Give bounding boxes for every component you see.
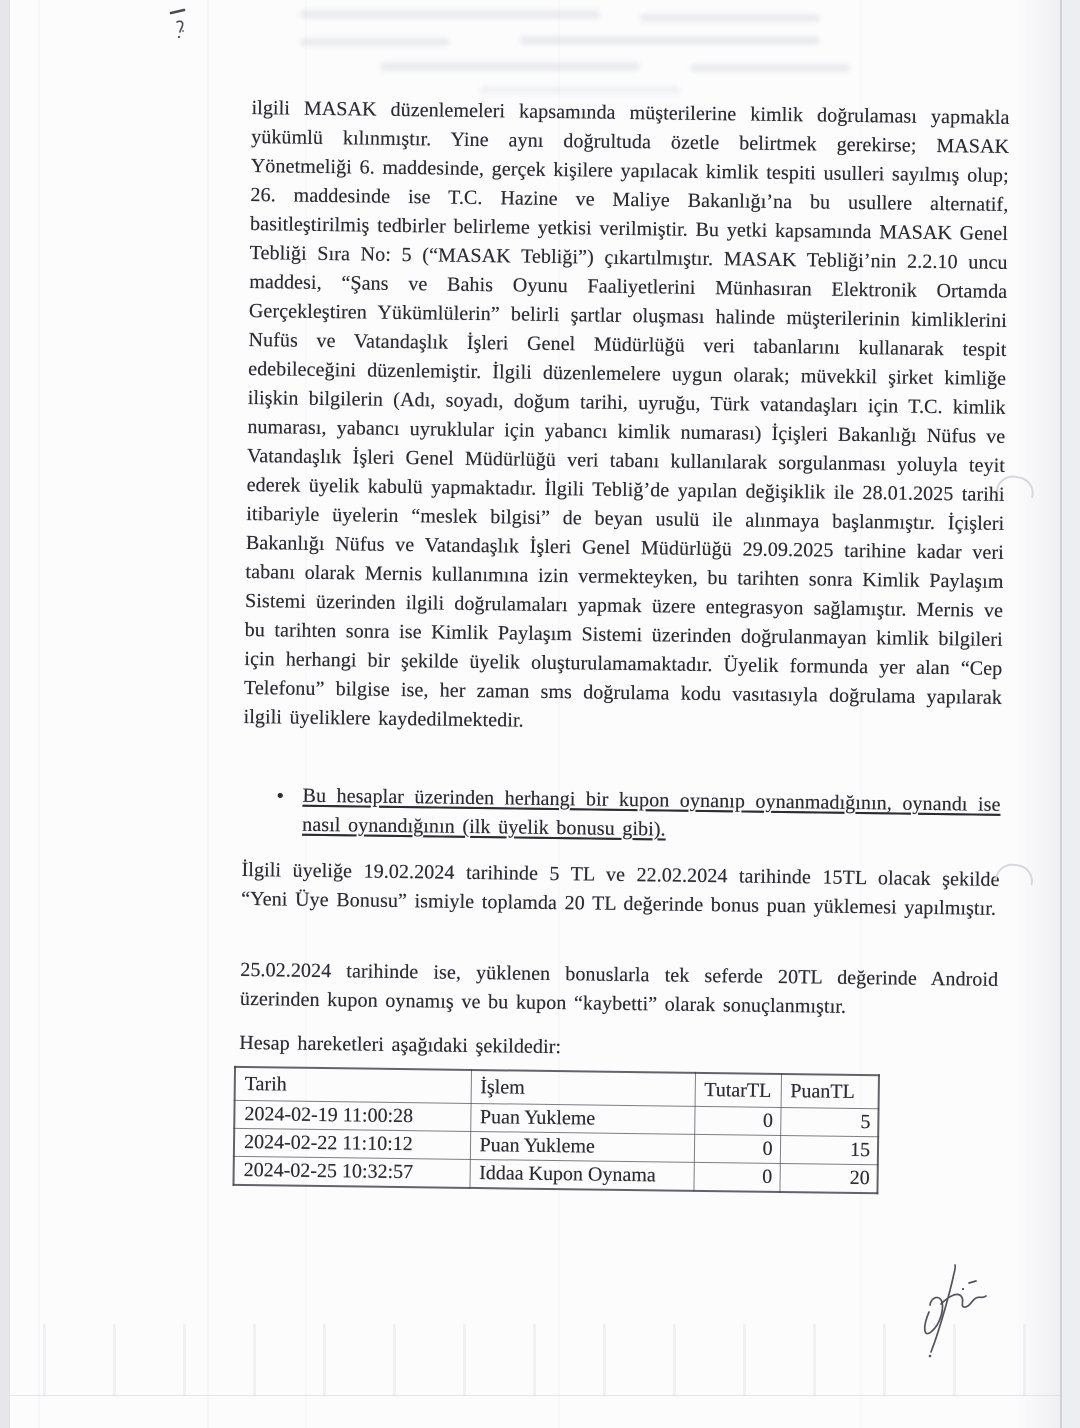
bullet-item-kupon [302,782,1001,849]
bullet-list [302,782,1001,849]
table-intro-line: Hesap hareketleri aşağıdaki şekildedir: [239,1031,562,1059]
paragraph-bonus-loading: İlgili üyeliğe 19.02.2024 tarihinde 5 TL ve 22.02.2024 tarihinde 15TL olacak şekilde “Yeni Üye Bonusu” ismiyle toplamda 20 TL değerinde bonus puan yüklemesi yapılmıştır. [241,858,1000,920]
scan-left-edge [0,0,9,1428]
document-body [237,0,1011,1270]
bullet-item-text: Bu hesaplar üzerinden herhangi bir kupon oynanıp oynanmadığının, oynandı ise nasıl oynandığının (ilk üyelik bonusu gibi). [302,784,1001,841]
handwritten-mark [165,6,195,46]
cell-puan: 15 [780,1135,878,1164]
transactions-table-wrap [232,1066,880,1194]
cell-islem: Iddaa Kupon Oynama [469,1159,693,1190]
cell-puan: 20 [779,1163,877,1193]
col-header-tarih: Tarih [235,1067,471,1104]
scan-fold-line [38,0,40,1428]
cell-tarih: 2024-02-22 11:10:12 [234,1128,470,1159]
scan-right-edge [1062,0,1080,1428]
cell-islem: Puan Yukleme [470,1103,694,1134]
scan-streaks-artifact [10,1324,1060,1396]
cell-islem: Puan Yukleme [470,1131,694,1162]
cell-tarih: 2024-02-19 11:00:28 [234,1100,470,1131]
col-header-puan: PuanTL [781,1074,879,1109]
col-header-islem: İşlem [471,1070,695,1106]
scan-fold-line [207,0,209,1428]
cell-tutar: 0 [693,1162,779,1192]
cell-tarih: 2024-02-25 10:32:57 [233,1156,469,1188]
paragraph-coupon-play: 25.02.2024 tarihinde ise, yüklenen bonuslarla tek seferde 20TL değerinde Android üzerinden kupon oynamış ve bu kupon “kaybetti” olarak sonuçlanmıştır. [239,958,999,1018]
cell-tutar: 0 [694,1106,780,1135]
cell-tutar: 0 [694,1134,780,1163]
cell-puan: 5 [780,1108,878,1137]
transactions-table [232,1066,880,1194]
scan-right-shade [1014,0,1060,1428]
scan-left-edge-line [9,0,10,1428]
paragraph-masak-regulations: ilgili MASAK düzenlemeleri kapsamında müşterilerine kimlik doğrulaması yapmakla yükümlü kılınmıştır. Yine aynı doğrultuda özetle belirtmek gerekirse; MASAK Yönetmeliği 6. maddesinde, gerçek kişilere yapılacak kimlik tespiti usulleri sayılmış olup; 26. maddesinde ise T.C. Hazine ve Maliye Bakanlığı’na bu usullere alternatif, basitleştirilmiş tedbirler belirleme yetkisi verilmiştir. Bu yetki kapsamında MASAK Genel Tebliği Sıra No: 5 (“MASAK Tebliği”) çıkartılmıştır. MASAK Tebliği’nin 2.2.10 uncu maddesi, “Şans ve Bahis Oyunu Faaliyetlerini Münhasıran Elektronik Ortamda Gerçekleştiren Yükümlülerin” belirli şartlar oluşması halinde müşterilerinin kimliklerini Nufüs ve Vatandaşlık İşleri Genel Müdürlüğü veri tabanlarını kullanarak tespit edebileceğini düzenlemiştir. İlgili düzenlemelere uygun olarak; müvekkil şirket kimliğe ilişkin bilgilerin (Adı, soyadı, doğum tarihi, uyruğu, Türk vatandaşları için T.C. kimlik numarası, yabancı uyruklular için yabancı kimlik numarası) İçişleri Bakanlığı Nüfus ve Vatandaşlık İşleri Genel Müdürlüğü veri tabanı kullanılarak sorgulanması yoluyla teyit ederek üyelik kabulü yapmaktadır. İlgili Tebliğ’de yapılan değişiklik ile 28.01.2025 tarihi itibariyle üyelerin “meslek bilgisi” de beyan usulü ile alınmaya başlanmıştır. İçişleri Bakanlığı Nüfus ve Vatandaşlık İşleri Genel Müdürlüğü 29.09.2025 tarihine kadar veri tabanı olarak Mernis kullanımına izin vermekteyken, bu tarihten sonra Kimlik Paylaşım Sistemi üzerinden ilgili doğrulamaları yapmak üzere entegrasyon sağlamıştır. Mernis ve bu tarihten sonra ise Kimlik Paylaşım Sistemi üzerinden doğrulanmayan kimlik bilgileri için herhangi bir şekilde üyelik oluşturulamamaktadır. Üyelik formunda yer alan “Cep Telefonu” bilgise ise, her zaman sms doğrulama kodu vasıtasıyla doğrulama yapılarak ilgili üyeliklere kaydedilmektedir. [243,96,1010,732]
col-header-tutar: TutarTL [695,1073,781,1108]
